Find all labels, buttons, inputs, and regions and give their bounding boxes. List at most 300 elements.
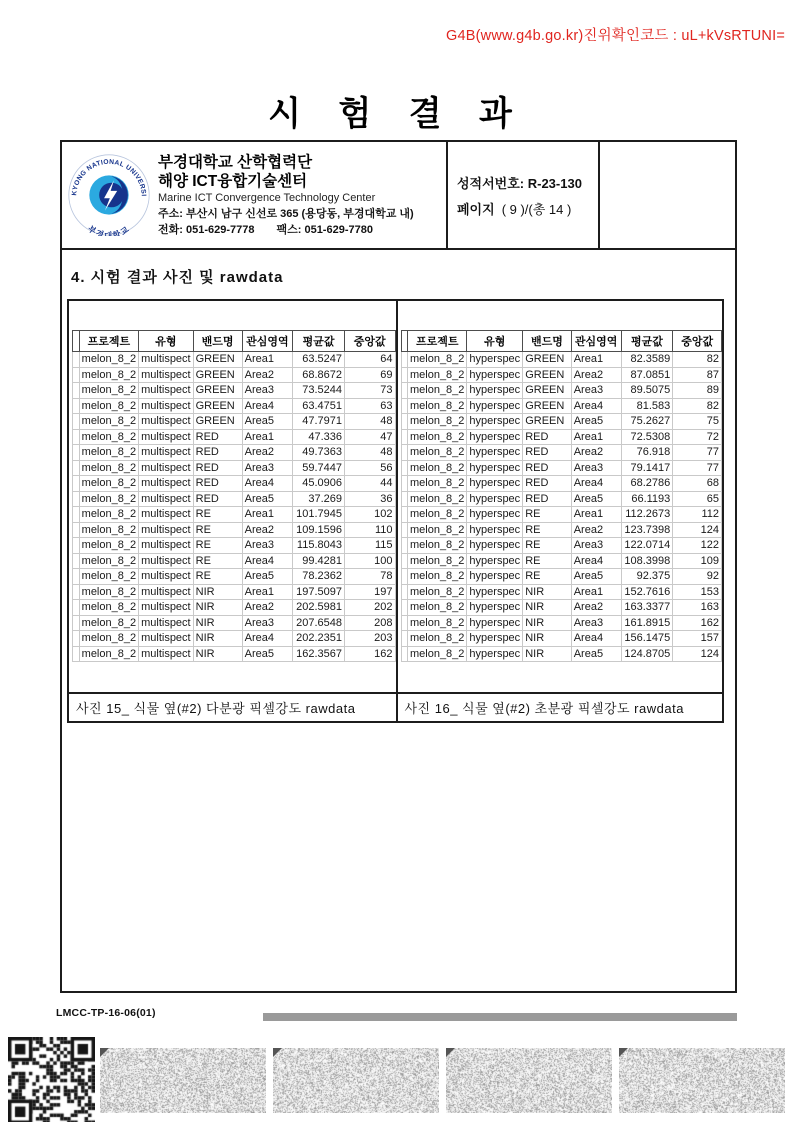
table-cell: 47.7971 (293, 414, 345, 430)
table-cell: multispect (139, 460, 194, 476)
table-row (401, 553, 722, 569)
table-row (73, 584, 396, 600)
table-cell: RE (523, 569, 572, 585)
table-cell: multispect (139, 476, 194, 492)
table-cell: Area4 (242, 398, 293, 414)
table-cell: 47 (345, 429, 396, 445)
table-row (73, 367, 396, 383)
table-cell: Area4 (571, 553, 621, 569)
table-row (401, 522, 722, 538)
table-cell: Area3 (571, 538, 621, 554)
table-cell: 72 (673, 429, 722, 445)
table-cell: melon_8_2 (407, 429, 466, 445)
row-margin-cell (73, 429, 80, 445)
table-cell: 73 (345, 383, 396, 399)
table-cell: melon_8_2 (79, 383, 138, 399)
table-cell: 75 (673, 414, 722, 430)
rawdata-table-hyperspectral (401, 330, 723, 662)
table-row (401, 631, 722, 647)
table-cell: RE (523, 507, 572, 523)
signature-noise-strip (619, 1048, 785, 1113)
table-cell: 197 (345, 584, 396, 600)
table-cell: 202 (345, 600, 396, 616)
table-cell: melon_8_2 (79, 414, 138, 430)
table-cell: Area5 (571, 414, 621, 430)
row-margin-cell (73, 522, 80, 538)
table-cell: 92.375 (621, 569, 673, 585)
table-cell: multispect (139, 507, 194, 523)
table-cell: melon_8_2 (407, 414, 466, 430)
table-row (401, 584, 722, 600)
table-cell: melon_8_2 (407, 398, 466, 414)
letterhead-empty-cell (600, 142, 735, 248)
table-row (73, 538, 396, 554)
table-cell: Area1 (571, 429, 621, 445)
table-cell: multispect (139, 522, 194, 538)
table-cell: 122 (673, 538, 722, 554)
table-cell: hyperspec (467, 460, 523, 476)
table-cell: Area4 (571, 476, 621, 492)
logo-ring-text-bottom: 부경대학교 (86, 224, 132, 236)
table-cell: 161.8915 (621, 615, 673, 631)
table-cell: 56 (345, 460, 396, 476)
table-cell: Area1 (242, 584, 293, 600)
org-contact (158, 224, 414, 238)
table-cell: Area4 (242, 553, 293, 569)
document-code: LMCC-TP-16-06(01) (56, 1007, 156, 1019)
row-margin-cell (73, 352, 80, 368)
table-cell: 45.0906 (293, 476, 345, 492)
table-cell: multispect (139, 631, 194, 647)
table-cell: melon_8_2 (79, 631, 138, 647)
corner-fold-icon (619, 1048, 628, 1057)
table-row (73, 352, 396, 368)
table-cell: multispect (139, 367, 194, 383)
table-row (73, 553, 396, 569)
table-row (73, 615, 396, 631)
table-cell: RE (193, 553, 242, 569)
column-header: 평균값 (621, 331, 673, 352)
org-info (158, 153, 414, 238)
table-cell: 109 (673, 553, 722, 569)
row-margin-cell (73, 476, 80, 492)
table-cell: 123.7398 (621, 522, 673, 538)
table-cell: 99.4281 (293, 553, 345, 569)
table-cell: RED (523, 460, 572, 476)
table-cell: melon_8_2 (79, 367, 138, 383)
page-title: 시 험 결 과 (268, 95, 526, 133)
table-cell: 124 (673, 522, 722, 538)
table-cell: Area5 (242, 491, 293, 507)
table-cell: 82 (673, 398, 722, 414)
qr-code (8, 1037, 95, 1122)
table-cell: 63 (345, 398, 396, 414)
table-row (73, 646, 396, 662)
verification-code: G4B(www.g4b.go.kr)진위확인코드 : uL+kVsRTUNI= (446, 28, 785, 44)
logo-ring-text-top: KYONG NATIONAL UNIVERSI (71, 158, 147, 197)
table-cell: hyperspec (467, 445, 523, 461)
table-row (401, 507, 722, 523)
page-label: 페이지 (457, 201, 495, 217)
table-cell: RED (523, 429, 572, 445)
table-row (73, 429, 396, 445)
table-cell: 72.5308 (621, 429, 673, 445)
table-cell: 68 (673, 476, 722, 492)
row-margin-cell (73, 398, 80, 414)
table-cell: 163.3377 (621, 600, 673, 616)
table-cell: 37.269 (293, 491, 345, 507)
table-cell: melon_8_2 (407, 367, 466, 383)
org-phone: 전화: 051-629-7778 (158, 223, 255, 236)
table-cell: melon_8_2 (79, 600, 138, 616)
table-cell: multispect (139, 445, 194, 461)
row-margin-cell (73, 615, 80, 631)
table-header-row (401, 331, 722, 352)
table-row (73, 631, 396, 647)
table-cell: 112.2673 (621, 507, 673, 523)
table-cell: 162 (673, 615, 722, 631)
table-cell: NIR (523, 584, 572, 600)
table-cell: hyperspec (467, 507, 523, 523)
table-cell: Area2 (571, 600, 621, 616)
table-cell: NIR (193, 631, 242, 647)
table-cell: multispect (139, 429, 194, 445)
table-cell: 63.5247 (293, 352, 345, 368)
table-row (73, 460, 396, 476)
table-cell: 124.8705 (621, 646, 673, 662)
table-cell: 203 (345, 631, 396, 647)
table-cell: Area2 (242, 445, 293, 461)
table-cell: RED (193, 476, 242, 492)
table-cell: NIR (523, 600, 572, 616)
table-cell: RED (193, 491, 242, 507)
table-cell: melon_8_2 (407, 445, 466, 461)
table-cell: melon_8_2 (79, 429, 138, 445)
column-header: 관심영역 (242, 331, 293, 352)
table-cell: 59.7447 (293, 460, 345, 476)
table-cell: Area3 (242, 538, 293, 554)
table-cell: hyperspec (467, 383, 523, 399)
figures-container (67, 299, 724, 723)
table-cell: melon_8_2 (407, 646, 466, 662)
table-cell: Area1 (571, 584, 621, 600)
row-margin-cell (73, 367, 80, 383)
table-cell: Area5 (242, 569, 293, 585)
table-cell: Area4 (242, 476, 293, 492)
table-cell: Area5 (242, 414, 293, 430)
org-name-english: Marine ICT Convergence Technology Center (158, 192, 376, 205)
table-row (73, 398, 396, 414)
table-cell: hyperspec (467, 429, 523, 445)
table-cell: 48 (345, 414, 396, 430)
table-row (401, 367, 722, 383)
table-row (73, 445, 396, 461)
table-cell: 162 (345, 646, 396, 662)
table-cell: 66.1193 (621, 491, 673, 507)
table-row (401, 398, 722, 414)
table-cell: melon_8_2 (79, 491, 138, 507)
table-cell: melon_8_2 (79, 352, 138, 368)
column-header: 중앙값 (345, 331, 396, 352)
table-cell: 108.3998 (621, 553, 673, 569)
table-cell: multispect (139, 383, 194, 399)
table-cell: NIR (523, 631, 572, 647)
table-cell: melon_8_2 (79, 398, 138, 414)
letterhead-org-cell (62, 142, 448, 248)
table-cell: 202.2351 (293, 631, 345, 647)
table-cell: 197.5097 (293, 584, 345, 600)
table-cell: 109.1596 (293, 522, 345, 538)
table-cell: Area1 (571, 507, 621, 523)
column-header: 유형 (139, 331, 194, 352)
table-cell: hyperspec (467, 538, 523, 554)
table-cell: Area3 (571, 460, 621, 476)
table-cell: 89 (673, 383, 722, 399)
table-cell: GREEN (193, 352, 242, 368)
corner-fold-icon (446, 1048, 455, 1057)
table-cell: melon_8_2 (407, 553, 466, 569)
table-cell: 78.2362 (293, 569, 345, 585)
org-address: 주소: 부산시 남구 신선로 365 (용당동, 부경대학교 내) (158, 208, 414, 220)
table-cell: melon_8_2 (79, 507, 138, 523)
table-cell: melon_8_2 (79, 569, 138, 585)
table-cell: RE (523, 553, 572, 569)
table-row (401, 445, 722, 461)
row-margin-cell (73, 383, 80, 399)
table-cell: RE (193, 538, 242, 554)
table-cell: melon_8_2 (79, 584, 138, 600)
table-cell: Area5 (242, 646, 293, 662)
column-header: 평균값 (293, 331, 345, 352)
table-row (73, 383, 396, 399)
table-cell: 100 (345, 553, 396, 569)
org-name-line1: 부경대학교 산학협력단 (158, 153, 313, 171)
signature-noise-strip (273, 1048, 439, 1113)
report-number: 성적서번호: R-23-130 (457, 175, 582, 191)
table-cell: multispect (139, 646, 194, 662)
table-cell: RE (523, 538, 572, 554)
table-cell: melon_8_2 (79, 553, 138, 569)
table-cell: Area4 (571, 631, 621, 647)
table-cell: Area5 (571, 646, 621, 662)
table-row (401, 383, 722, 399)
table-cell: RED (523, 476, 572, 492)
figure-hyperspectral (396, 301, 723, 721)
row-margin-header (73, 331, 80, 352)
table-cell: 77 (673, 445, 722, 461)
table-cell: Area3 (571, 383, 621, 399)
table-cell: multispect (139, 600, 194, 616)
table-cell: GREEN (193, 398, 242, 414)
footer-bar (263, 1013, 737, 1021)
table-cell: melon_8_2 (407, 491, 466, 507)
table-cell: GREEN (523, 367, 572, 383)
table-cell: 87.0851 (621, 367, 673, 383)
table-cell: 207.6548 (293, 615, 345, 631)
table-cell: 77 (673, 460, 722, 476)
table-cell: multispect (139, 538, 194, 554)
signature-noise-strip (446, 1048, 612, 1113)
table-cell: 68.8672 (293, 367, 345, 383)
column-header: 밴드명 (193, 331, 242, 352)
table-cell: 44 (345, 476, 396, 492)
column-header: 밴드명 (523, 331, 572, 352)
table-cell: melon_8_2 (407, 460, 466, 476)
table-cell: Area1 (242, 352, 293, 368)
table-cell: 163 (673, 600, 722, 616)
table-cell: melon_8_2 (407, 476, 466, 492)
table-cell: GREEN (523, 414, 572, 430)
row-margin-cell (73, 631, 80, 647)
table-row (73, 476, 396, 492)
column-header: 유형 (467, 331, 523, 352)
table-row (401, 538, 722, 554)
table-cell: RE (193, 507, 242, 523)
table-cell: Area1 (242, 429, 293, 445)
table-cell: 82.3589 (621, 352, 673, 368)
table-cell: RE (193, 569, 242, 585)
row-margin-cell (73, 445, 80, 461)
table-cell: Area5 (571, 491, 621, 507)
table-cell: 68.2786 (621, 476, 673, 492)
table-cell: NIR (523, 646, 572, 662)
table-cell: multispect (139, 615, 194, 631)
column-header: 프로젝트 (407, 331, 466, 352)
table-cell: Area2 (242, 367, 293, 383)
table-cell: NIR (193, 646, 242, 662)
table-cell: GREEN (193, 383, 242, 399)
row-margin-cell (73, 646, 80, 662)
table-row (73, 522, 396, 538)
table-cell: melon_8_2 (79, 615, 138, 631)
table-cell: Area1 (242, 507, 293, 523)
table-cell: 202.5981 (293, 600, 345, 616)
figure-caption: 사진 16_ 식물 옆(#2) 초분광 픽셀강도 rawdata (398, 692, 723, 721)
corner-fold-icon (100, 1048, 109, 1057)
row-margin-cell (73, 569, 80, 585)
corner-fold-icon (273, 1048, 282, 1057)
page-value: ( 9 )/(총 14 ) (501, 201, 572, 217)
figure-multispectral (69, 301, 396, 721)
table-cell: NIR (193, 615, 242, 631)
table-cell: Area2 (571, 367, 621, 383)
table-cell: Area2 (242, 600, 293, 616)
table-cell: 112 (673, 507, 722, 523)
row-margin-cell (73, 414, 80, 430)
table-cell: melon_8_2 (407, 538, 466, 554)
row-margin-cell (73, 600, 80, 616)
table-cell: RED (523, 491, 572, 507)
table-cell: 79.1417 (621, 460, 673, 476)
table-cell: hyperspec (467, 615, 523, 631)
table-row (401, 476, 722, 492)
table-cell: RED (193, 460, 242, 476)
table-cell: 47.336 (293, 429, 345, 445)
table-row (73, 414, 396, 430)
table-cell: 75.2627 (621, 414, 673, 430)
table-cell: hyperspec (467, 352, 523, 368)
table-cell: hyperspec (467, 646, 523, 662)
table-cell: 81.583 (621, 398, 673, 414)
table-row (73, 600, 396, 616)
column-header: 관심영역 (571, 331, 621, 352)
table-cell: Area4 (571, 398, 621, 414)
document-frame (60, 140, 737, 993)
table-cell: 102 (345, 507, 396, 523)
table-cell: GREEN (193, 414, 242, 430)
table-cell: hyperspec (467, 491, 523, 507)
table-cell: multispect (139, 584, 194, 600)
table-cell: GREEN (193, 367, 242, 383)
table-row (401, 414, 722, 430)
table-cell: 124 (673, 646, 722, 662)
table-cell: 78 (345, 569, 396, 585)
table-cell: melon_8_2 (407, 615, 466, 631)
table-cell: RED (193, 429, 242, 445)
table-cell: 153 (673, 584, 722, 600)
table-cell: Area2 (571, 445, 621, 461)
table-cell: 101.7945 (293, 507, 345, 523)
table-row (401, 352, 722, 368)
table-cell: Area3 (242, 615, 293, 631)
org-name-line2: 해양 ICT융합기술센터 (158, 172, 308, 190)
table-cell: hyperspec (467, 414, 523, 430)
university-logo (68, 154, 150, 236)
table-cell: Area3 (571, 615, 621, 631)
table-cell: multispect (139, 569, 194, 585)
table-row (401, 646, 722, 662)
table-cell: multispect (139, 553, 194, 569)
table-cell: melon_8_2 (407, 569, 466, 585)
table-cell: hyperspec (467, 522, 523, 538)
table-cell: 162.3567 (293, 646, 345, 662)
table-cell: melon_8_2 (79, 646, 138, 662)
table-cell: melon_8_2 (407, 352, 466, 368)
table-cell: Area2 (242, 522, 293, 538)
table-cell: multispect (139, 491, 194, 507)
table-cell: NIR (523, 615, 572, 631)
table-row (401, 429, 722, 445)
signature-noise-strip (100, 1048, 266, 1113)
table-cell: melon_8_2 (407, 584, 466, 600)
table-cell: 208 (345, 615, 396, 631)
table-cell: 49.7363 (293, 445, 345, 461)
table-cell: 92 (673, 569, 722, 585)
table-cell: 89.5075 (621, 383, 673, 399)
table-cell: 36 (345, 491, 396, 507)
table-cell: melon_8_2 (407, 600, 466, 616)
table-cell: Area5 (571, 569, 621, 585)
table-row (73, 507, 396, 523)
table-cell: 122.0714 (621, 538, 673, 554)
table-cell: Area2 (571, 522, 621, 538)
table-cell: RE (193, 522, 242, 538)
table-cell: 63.4751 (293, 398, 345, 414)
table-cell: GREEN (523, 398, 572, 414)
table-cell: melon_8_2 (407, 631, 466, 647)
table-cell: 64 (345, 352, 396, 368)
table-cell: 115.8043 (293, 538, 345, 554)
table-cell: NIR (193, 600, 242, 616)
table-cell: 87 (673, 367, 722, 383)
table-cell: melon_8_2 (407, 507, 466, 523)
row-margin-cell (73, 507, 80, 523)
page-indicator (457, 199, 598, 218)
table-cell: 65 (673, 491, 722, 507)
table-row (401, 460, 722, 476)
table-cell: melon_8_2 (407, 383, 466, 399)
table-cell: melon_8_2 (407, 522, 466, 538)
